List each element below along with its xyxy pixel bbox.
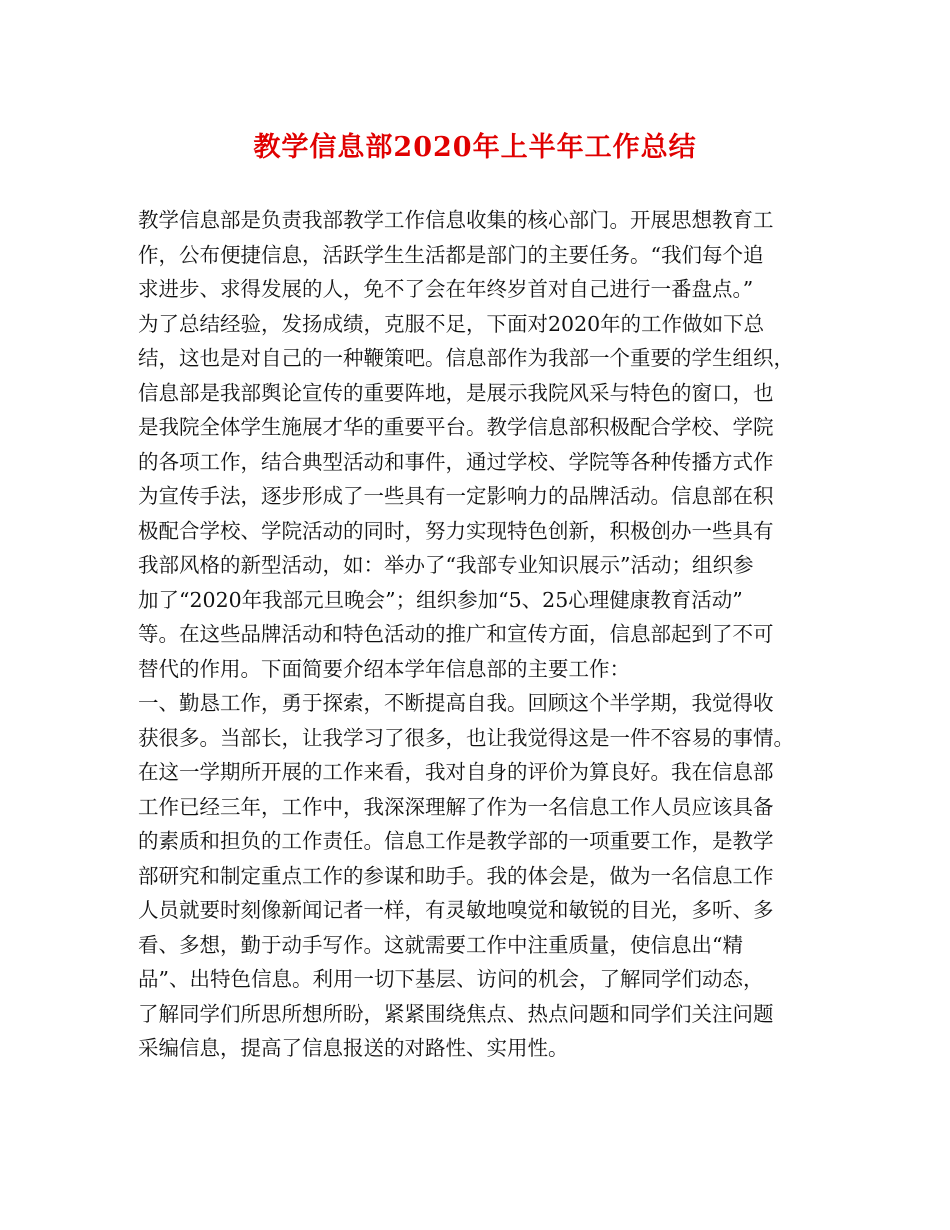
body-line: 极配合学校、学院活动的同时，努力实现特色创新，积极创办一些具有 <box>138 518 774 543</box>
body-line: 看、多想，勤于动手写作。这就需要工作中注重质量，使信息出“精 <box>138 932 743 957</box>
body-line: 是我院全体学生施展才华的重要平台。教学信息部积极配合学校、学院 <box>138 415 774 439</box>
body-line: 品”、出特色信息。利用一切下基层、访问的机会，了解同学们动态， <box>138 967 764 991</box>
body-line: 工作已经三年，工作中，我深深理解了作为一名信息工作人员应该具备 <box>138 794 774 819</box>
body-line: 求进步、求得发展的人，免不了会在年终岁首对自己进行一番盘点。” <box>138 277 754 301</box>
body-line: 的素质和担负的工作责任。信息工作是教学部的一项重要工作，是教学 <box>138 829 774 853</box>
body-line: 我部风格的新型活动，如：举办了“我部专业知识展示”活动；组织参 <box>138 553 754 577</box>
body-line: 为了总结经验，发扬成绩，克服不足，下面对2020年的工作做如下总 <box>138 311 765 336</box>
body-line: 作，公布便捷信息，活跃学生生活都是部门的主要任务。“我们每个追 <box>138 242 764 267</box>
body-line: 人员就要时刻像新闻记者一样，有灵敏地嗅觉和敏锐的目光，多听、多 <box>138 898 774 922</box>
document-title: 教学信息部2020年上半年工作总结 <box>253 132 697 163</box>
body-line: 信息部是我部舆论宣传的重要阵地，是展示我院风采与特色的窗口，也 <box>138 380 774 405</box>
body-line: 为宣传手法，逐步形成了一些具有一定影响力的品牌活动。信息部在积 <box>138 484 774 508</box>
body-line: 部研究和制定重点工作的参谋和助手。我的体会是，做为一名信息工作 <box>138 863 774 888</box>
body-line: 加了“2020年我部元旦晚会”；组织参加“5、25心理健康教育活动” <box>138 587 743 612</box>
document-body <box>138 203 828 1066</box>
body-line: 一、勤恳工作，勇于探索，不断提高自我。回顾这个半学期，我觉得收 <box>138 691 774 715</box>
body-line: 替代的作用。下面简要介绍本学年信息部的主要工作： <box>138 656 630 681</box>
body-line: 的各项工作，结合典型活动和事件，通过学校、学院等各种传播方式作 <box>138 449 774 474</box>
body-line: 教学信息部是负责我部教学工作信息收集的核心部门。开展思想教育工 <box>138 208 774 232</box>
body-line: 获很多。当部长，让我学习了很多，也让我觉得这是一件不容易的事情。 <box>138 725 794 750</box>
body-line: 了解同学们所思所想所盼，紧紧围绕焦点、热点问题和同学们关注问题 <box>138 1001 774 1026</box>
body-line: 采编信息，提高了信息报送的对路性、实用性。 <box>138 1036 569 1060</box>
body-line: 结，这也是对自己的一种鞭策吧。信息部作为我部一个重要的学生组织， <box>138 346 794 370</box>
body-line: 在这一学期所开展的工作来看，我对自身的评价为算良好。我在信息部 <box>138 760 774 784</box>
body-line: 等。在这些品牌活动和特色活动的推广和宣传方面，信息部起到了不可 <box>138 622 774 646</box>
